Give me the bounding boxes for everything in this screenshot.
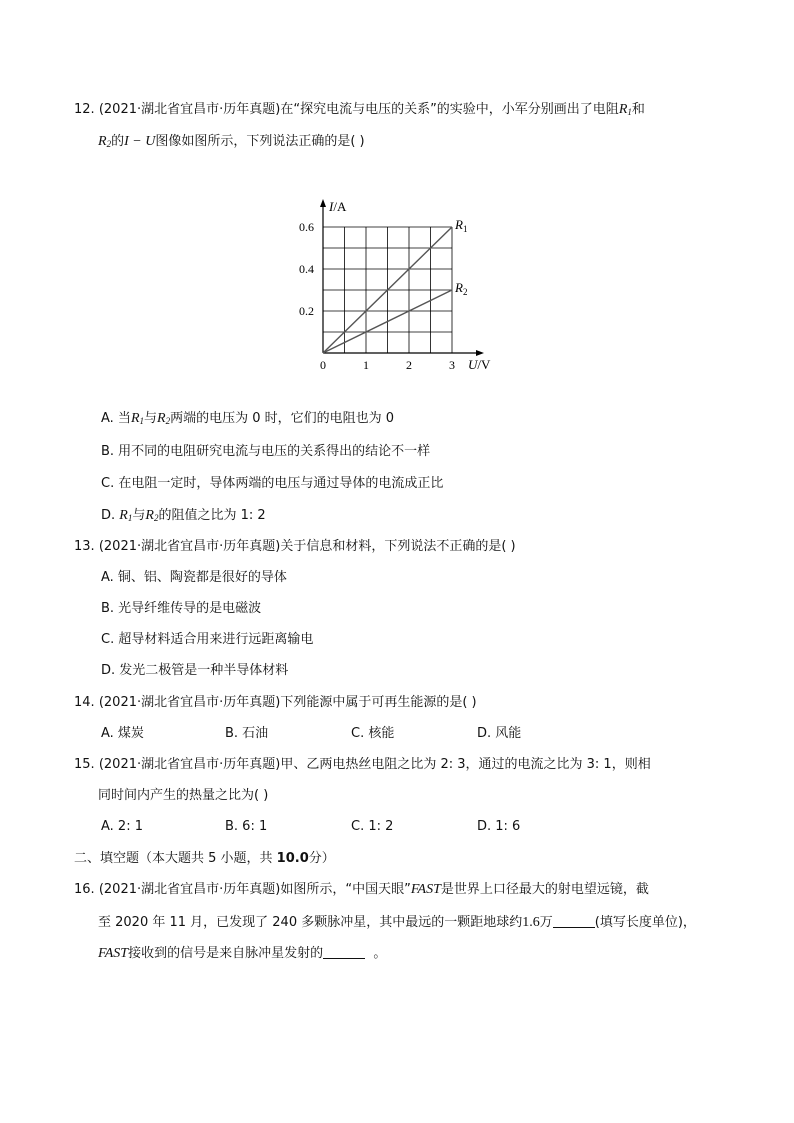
q13-option-d[interactable]: D. 发光二极管是一种半导体材料 — [101, 663, 289, 678]
q13-option-a[interactable]: A. 铜、铝、陶瓷都是很好的导体 — [101, 570, 287, 585]
x-axis-label: U/V — [468, 357, 491, 372]
q12-opt-d-r2: $R_2$ — [145, 508, 159, 523]
q12-option-b[interactable]: B. 用不同的电阻研究电流与电压的关系得出的结论不一样 — [101, 444, 431, 459]
section-title: 二、填空题（本大题共 5 小题，共 10.0分） — [74, 851, 335, 866]
q15-option-b[interactable]: B. 6: 1 — [225, 819, 268, 834]
q16-number: 16. — [74, 882, 95, 897]
q12-number: 12. — [74, 102, 95, 117]
q12-line1: 12. (2021·湖北省宜昌市·历年真题)在“探究电流与电压的关系”的实验中，小军分别画出了电阻$R_1$和 — [74, 102, 645, 117]
q14-option-d[interactable]: D. 风能 — [477, 726, 522, 741]
q14-stem: 14. (2021·湖北省宜昌市·历年真题)下列能源中属于可再生能源的是( ) — [74, 695, 477, 710]
q12-opt-a-r1: $R_1$ — [130, 411, 144, 426]
q14-option-c[interactable]: C. 核能 — [351, 726, 395, 741]
q12-var-iu: I − U — [124, 134, 156, 149]
q15-option-c[interactable]: C. 1: 2 — [351, 819, 394, 834]
q14-option-a[interactable]: A. 煤炭 — [101, 726, 144, 741]
q16-fast: FAST — [410, 882, 441, 897]
q12-stem-part1: 在“探究电流与电压的关系”的实验中，小军分别画出了电阻 — [280, 102, 619, 117]
q16-line1: 16. (2021·湖北省宜昌市·历年真题)如图所示，“中国天眼”FAST是世界上口径最大的射电望远镜，截 — [74, 882, 649, 897]
q16-line3: FAST接收到的信号是来自脉冲星发射的 。 — [98, 946, 387, 961]
q14-source: (2021·湖北省宜昌市·历年真题) — [98, 695, 281, 710]
y-axis-arrow — [320, 199, 326, 207]
q12-option-c[interactable]: C. 在电阻一定时，导体两端的电压与通过导体的电流成正比 — [101, 476, 444, 491]
q14-option-b[interactable]: B. 石油 — [225, 726, 269, 741]
q12-option-a[interactable]: A. 当$R_1$与$R_2$两端的电压为 0 时，它们的电阻也为 0 — [101, 411, 395, 426]
q16-source: (2021·湖北省宜昌市·历年真题) — [98, 882, 281, 897]
q13-number: 13. — [74, 539, 95, 554]
x-tick-label: 3 — [449, 358, 455, 372]
x-axis-arrow — [476, 350, 484, 356]
q15-number: 15. — [74, 757, 95, 772]
x-tick-label: 1 — [363, 358, 369, 372]
q12-var-r1: $R_1$ — [618, 102, 632, 117]
x-tick-label: 0 — [320, 358, 326, 372]
q12-option-d[interactable]: D. $R_1$与$R_2$的阻值之比为 1: 2 — [101, 508, 266, 523]
y-axis-label: I/A — [329, 199, 347, 214]
q13-option-b[interactable]: B. 光导纤维传导的是电磁波 — [101, 601, 262, 616]
q15-option-a[interactable]: A. 2: 1 — [101, 819, 143, 834]
q15-option-d[interactable]: D. 1: 6 — [477, 819, 521, 834]
q15-source: (2021·湖北省宜昌市·历年真题) — [98, 757, 281, 772]
q15-stem-line2: 同时间内产生的热量之比为( ) — [98, 788, 269, 803]
iu-graph — [290, 188, 510, 378]
q16-blank-1[interactable] — [553, 913, 595, 928]
q12-var-r2: $R_2$ — [98, 134, 112, 149]
q15-stem-line1: 15. (2021·湖北省宜昌市·历年真题)甲、乙两电热丝电阻之比为 2: 3，通过的电流之比为 3: 1，则相 — [74, 757, 651, 772]
q14-number: 14. — [74, 695, 95, 710]
q13-stem: 13. (2021·湖北省宜昌市·历年真题)关于信息和材料，下列说法不正确的是( ) — [74, 539, 516, 554]
q13-source: (2021·湖北省宜昌市·历年真题) — [98, 539, 281, 554]
q16-blank-2[interactable] — [323, 944, 365, 959]
q13-option-c[interactable]: C. 超导材料适合用来进行远距离输电 — [101, 632, 314, 647]
y-tick-label: 0.2 — [299, 304, 314, 318]
q12-line2: $R_2$的I − U图像如图所示，下列说法正确的是( ) — [98, 134, 365, 149]
series-label-r2: $R_2$ — [455, 280, 468, 297]
x-tick-label: 2 — [406, 358, 412, 372]
q12-opt-a-r2: $R_2$ — [157, 411, 171, 426]
q12-opt-d-r1: $R_1$ — [119, 508, 133, 523]
y-tick-label: 0.6 — [299, 220, 314, 234]
series-label-r1: $R_1$ — [455, 217, 468, 234]
q12-source: (2021·湖北省宜昌市·历年真题) — [98, 102, 281, 117]
q16-line2: 至 2020 年 11 月，已发现了 240 多颗脉冲星，其中最远的一颗距地球约1.6万 (填写长度单位)， — [98, 915, 696, 930]
y-tick-label: 0.4 — [299, 262, 314, 276]
